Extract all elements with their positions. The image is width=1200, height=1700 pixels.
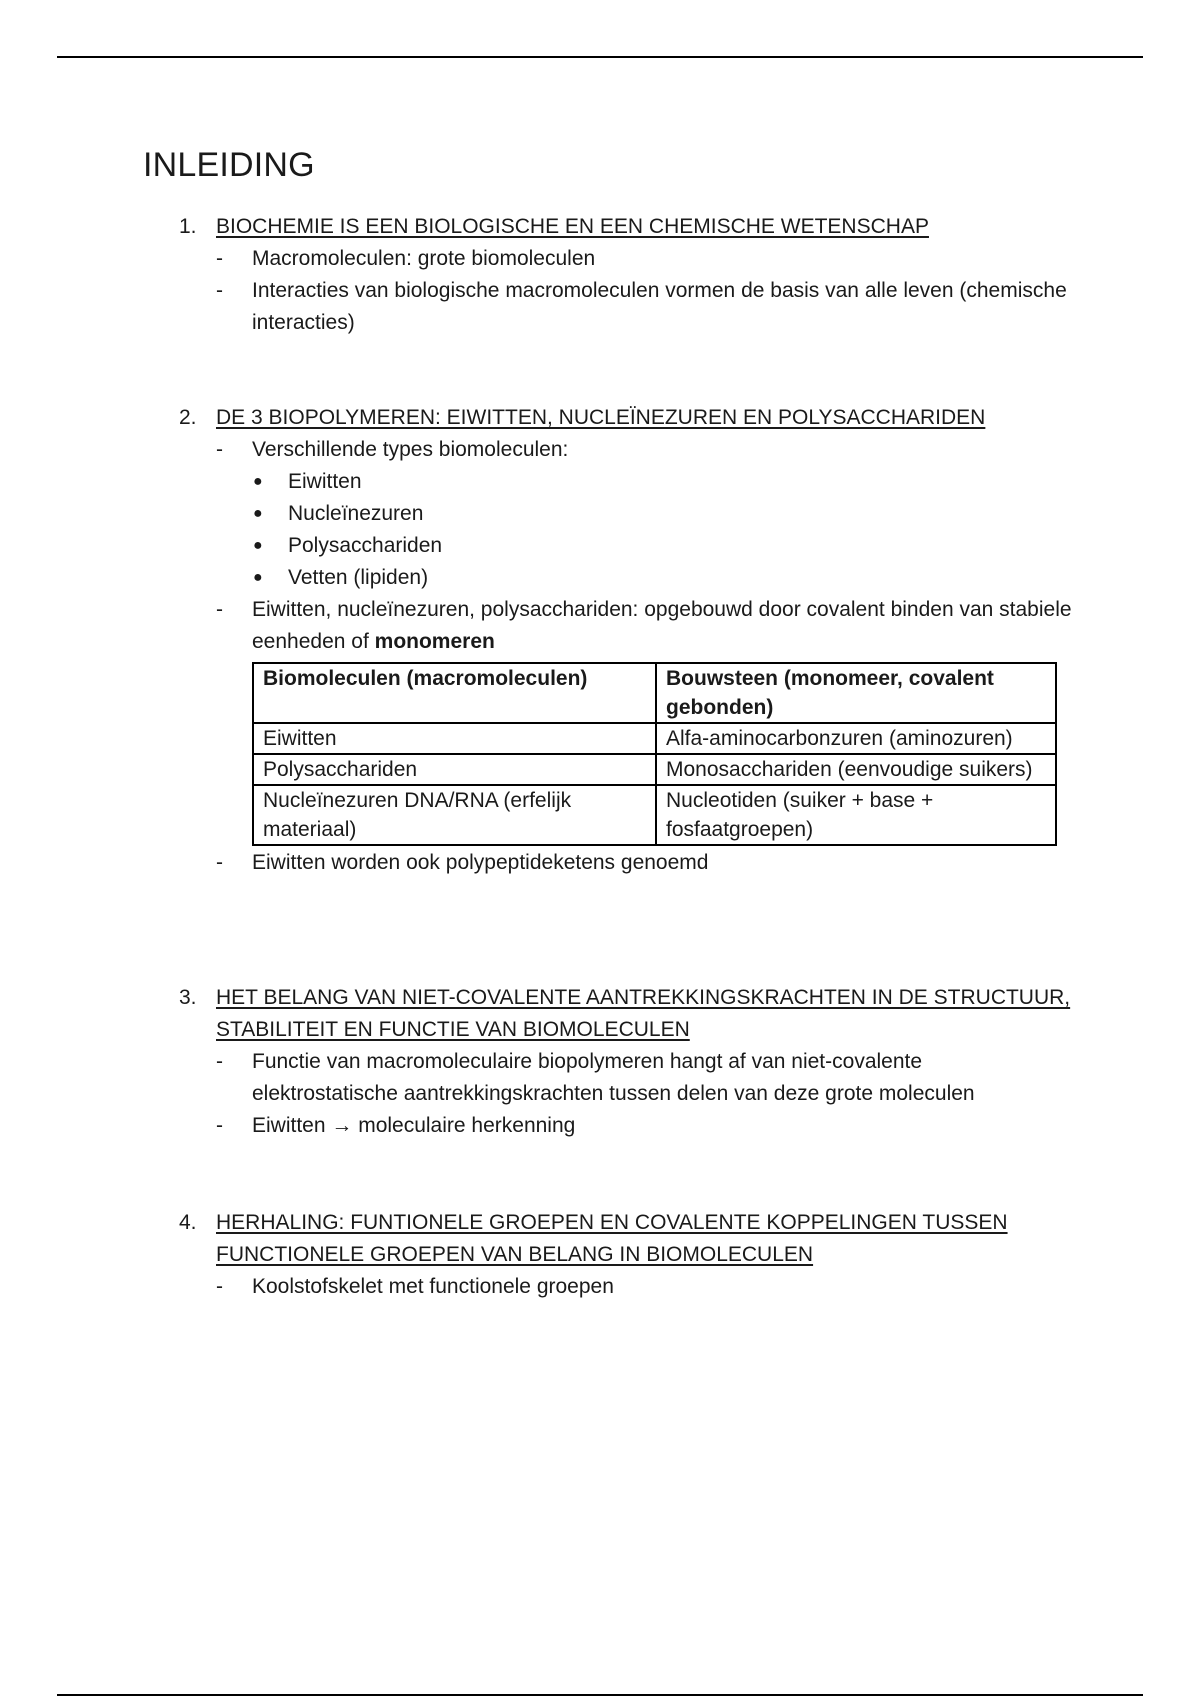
bullet-icon: ● [253,537,263,554]
dash-marker: - [216,247,223,270]
table-row: Polysacchariden Monosacchariden (eenvoudige suikers) [253,754,1056,785]
list-item: - Functie van macromoleculaire biopolymeren hangt af van niet-covalente elektrostatische aantrekkingskrachten tussen delen van deze grote moleculen [143,1046,1073,1110]
list-item: - Eiwitten, nucleïnezuren, polysacchariden: opgebouwd door covalent binden van stabiele eenheden of monomeren [143,594,1073,658]
section-2 [143,402,1073,879]
section-number: 1. [179,215,197,238]
list-item: - Eiwitten → moleculaire herkenning [143,1110,1073,1142]
section-heading [143,211,1073,243]
section-number: 2. [179,406,197,429]
dash-marker: - [216,598,223,621]
section-heading [143,982,1073,1046]
table-row: Eiwitten Alfa-aminocarbonzuren (aminozuren) [253,723,1056,754]
section-heading-text: HET BELANG VAN NIET-COVALENTE AANTREKKINGSKRACHTEN IN DE STRUCTUUR, STABILITEIT EN FUNCTIE VAN BIOMOLECULEN [216,986,1071,1041]
bullet-icon: ● [253,473,263,490]
bullet-item: ● Eiwitten [143,466,1073,498]
section-heading [143,402,1073,434]
dash-marker: - [216,1050,223,1073]
section-heading-text: HERHALING: FUNTIONELE GROEPEN EN COVALENTE KOPPELINGEN TUSSEN FUNCTIONELE GROEPEN VAN BELANG IN BIOMOLECULEN [216,1211,1008,1266]
dash-marker: - [216,1275,223,1298]
header-rule [57,56,1143,58]
list-item: - Interacties van biologische macromoleculen vormen de basis van alle leven (chemische interacties) [143,275,1073,339]
section-number: 4. [179,1211,197,1234]
table-header-row: Biomoleculen (macromoleculen) Bouwsteen (monomeer, covalent gebonden) [253,663,1056,723]
dash-marker: - [216,438,223,461]
page-title: INLEIDING [143,146,315,184]
list-item: - Koolstofskelet met functionele groepen [143,1271,1073,1303]
list-item: - Eiwitten worden ook polypeptideketens genoemd [143,847,1073,879]
dash-marker: - [216,279,223,302]
bold-term: monomeren [374,630,495,653]
bullet-icon: ● [253,569,263,586]
bullet-item: ● Polysacchariden [143,530,1073,562]
section-4 [143,1207,1073,1303]
table-row: Nucleïnezuren DNA/RNA (erfelijk materiaal) Nucleotiden (suiker + base + fosfaatgroepen) [253,785,1056,845]
section-heading-text: BIOCHEMIE IS EEN BIOLOGISCHE EN EEN CHEMISCHE WETENSCHAP [216,215,929,238]
bullet-icon: ● [253,505,263,522]
bullet-item: ● Nucleïnezuren [143,498,1073,530]
dash-marker: - [216,851,223,874]
bullet-item: ● Vetten (lipiden) [143,562,1073,594]
section-1 [143,211,1073,339]
footer-rule [57,1694,1143,1696]
section-heading [143,1207,1073,1271]
list-item: - Verschillende types biomoleculen: [143,434,1073,466]
list-item: - Macromoleculen: grote biomoleculen [143,243,1073,275]
section-number: 3. [179,986,197,1009]
section-heading-text: DE 3 BIOPOLYMEREN: EIWITTEN, NUCLEÏNEZUREN EN POLYSACCHARIDEN [216,406,986,429]
dash-marker: - [216,1114,223,1137]
section-3 [143,982,1073,1142]
biomolecules-table [252,662,1057,846]
